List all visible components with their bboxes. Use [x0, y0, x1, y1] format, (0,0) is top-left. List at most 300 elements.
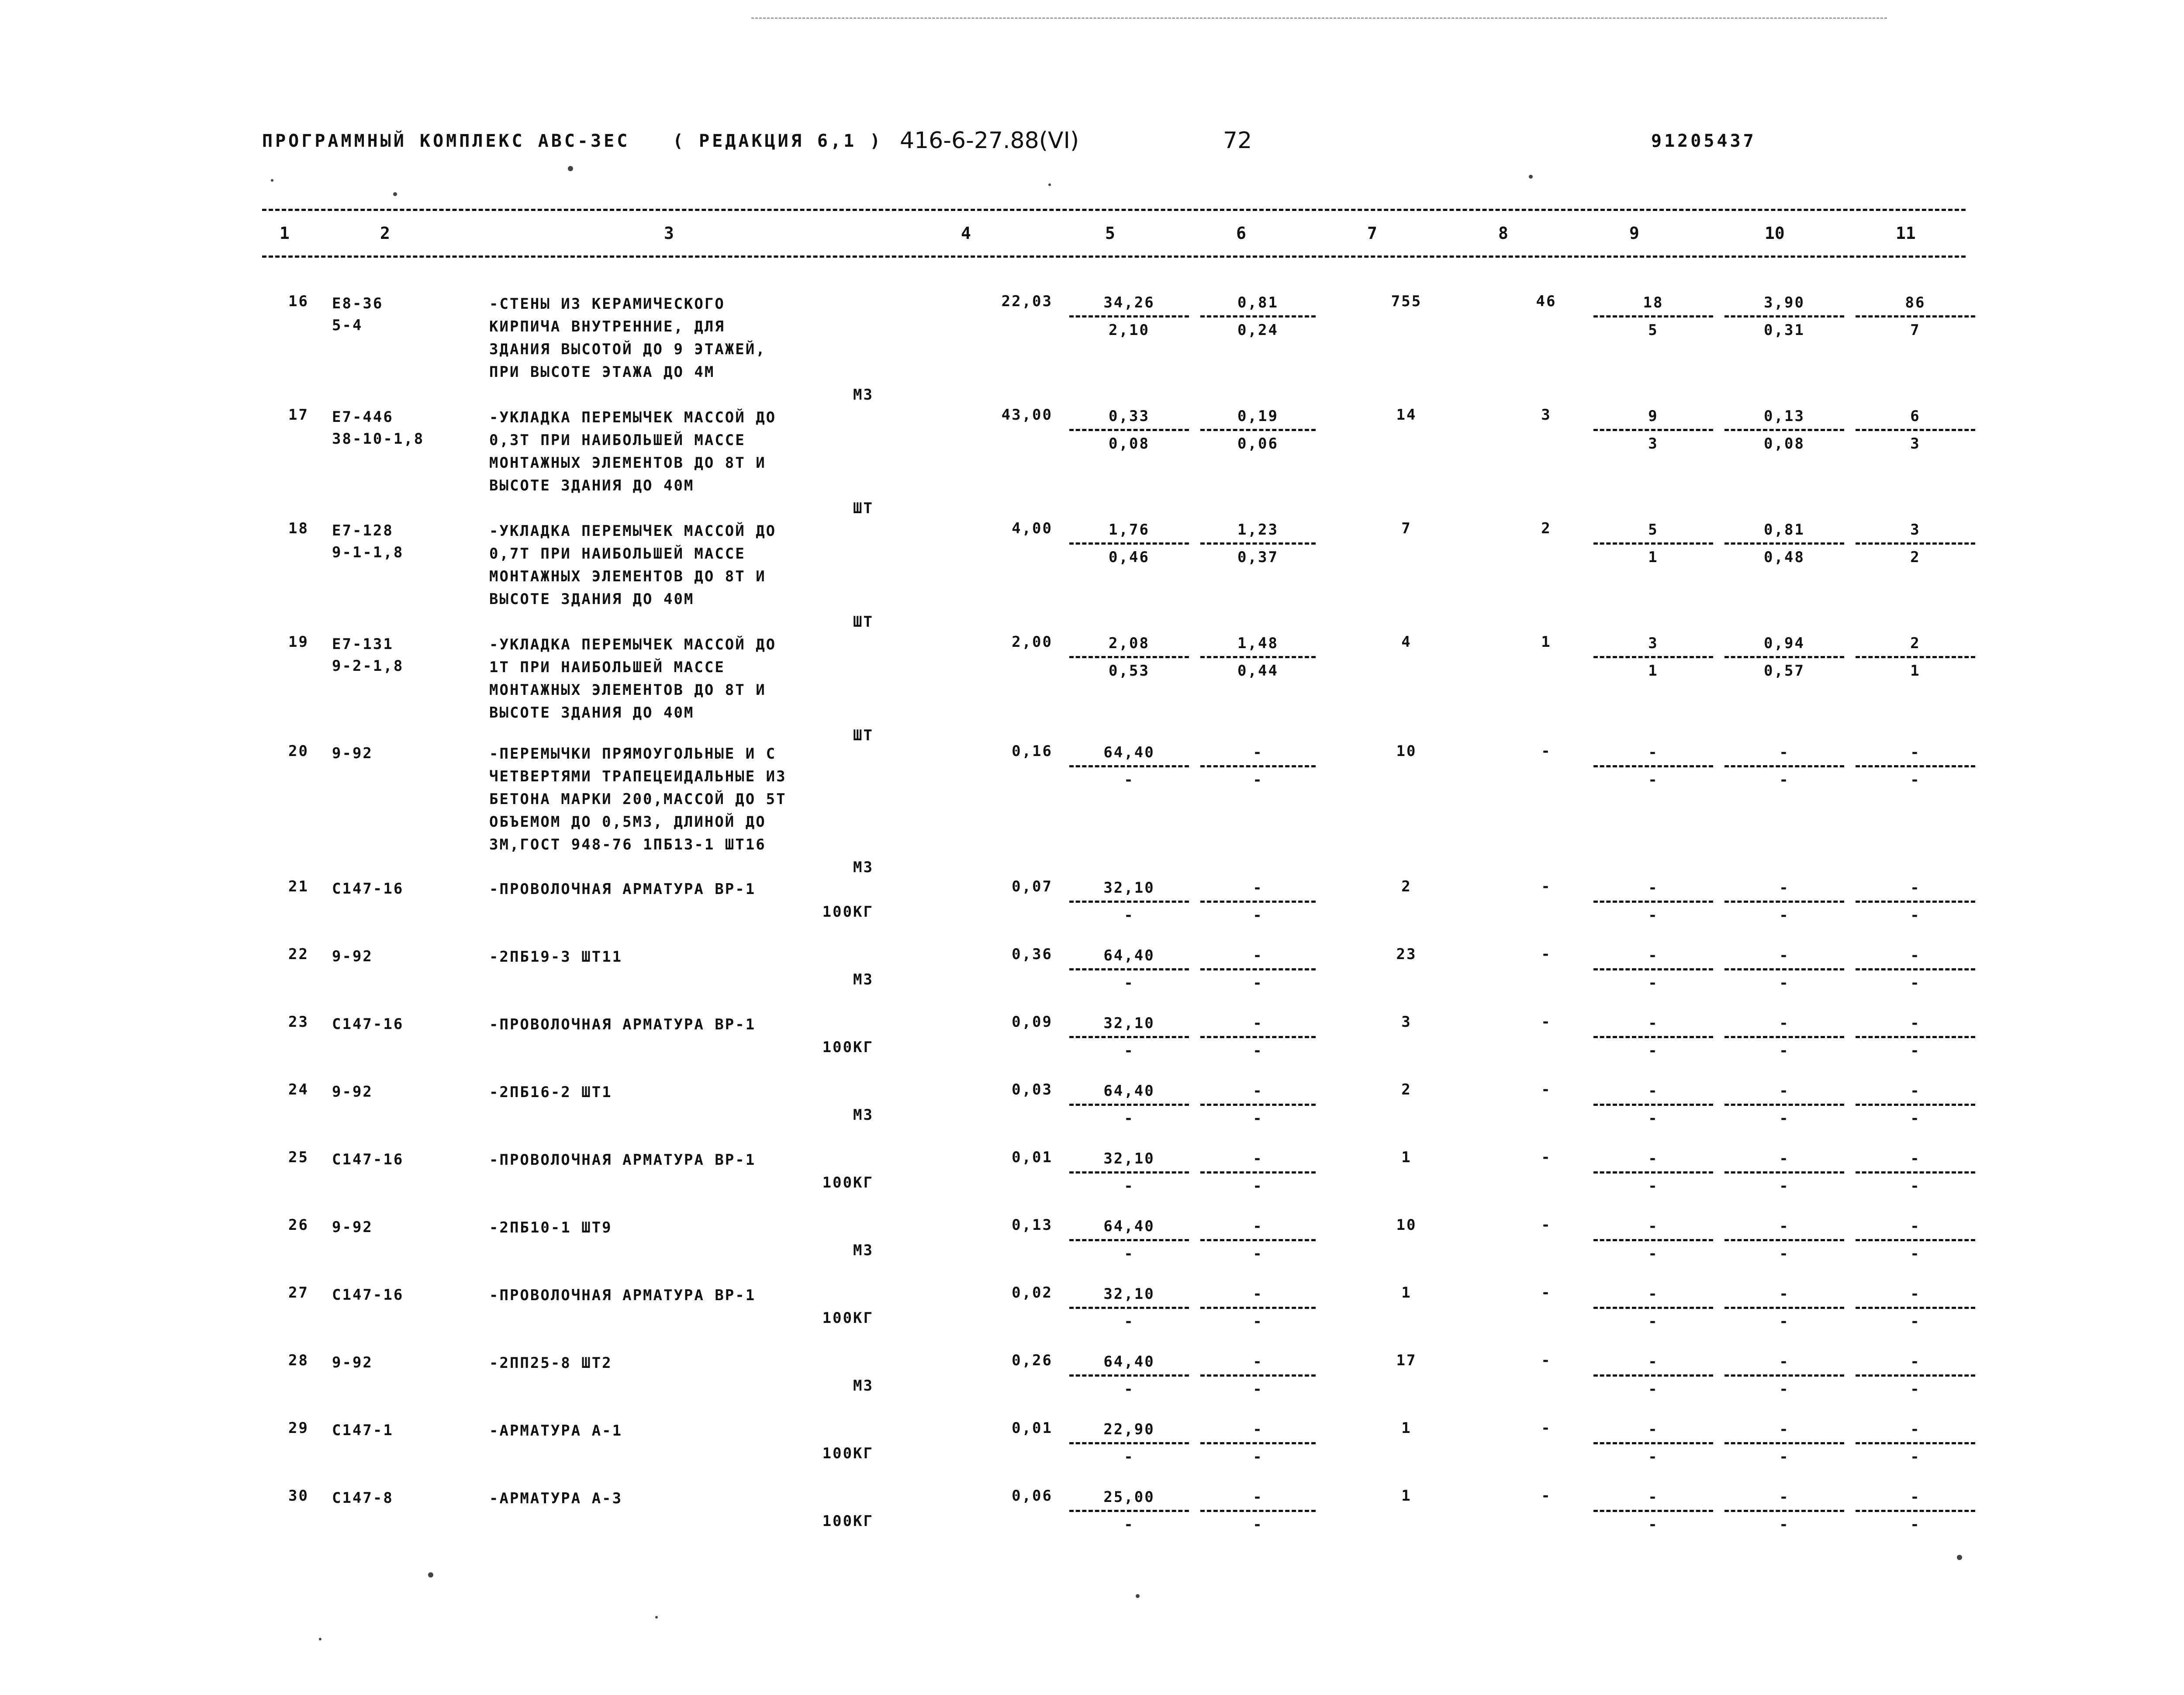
rate-code — [332, 293, 383, 336]
labor-unit-divider — [1724, 1510, 1844, 1512]
rate-code-line: 9-92 — [332, 1354, 373, 1371]
unit-cost-divider — [1069, 1104, 1189, 1106]
machine-cost-top: 1,23 — [1237, 521, 1279, 539]
labor-total-top: - — [1910, 879, 1921, 897]
labor-total — [1852, 1149, 1979, 1196]
scan-speck — [428, 1572, 433, 1578]
labor-total-top: - — [1910, 1150, 1921, 1167]
unit-of-measure: М3 — [853, 971, 874, 988]
description-line: БЕТОНА МАРКИ 200,МАССОЙ ДО 5Т — [489, 791, 787, 808]
machine-cost-bottom: - — [1253, 1245, 1263, 1263]
machine-cost-divider — [1200, 968, 1316, 970]
unit-cost-divider — [1069, 315, 1189, 318]
machine-total — [1590, 1352, 1717, 1399]
labor-total-top: 3 — [1910, 521, 1921, 539]
description-line: 0,7Т ПРИ НАИБОЛЬШЕЙ МАССЕ — [489, 545, 746, 563]
unit-cost-bottom: - — [1124, 1042, 1134, 1060]
machine-cost-bottom: - — [1253, 1381, 1263, 1398]
labor-unit-bottom: - — [1779, 1042, 1790, 1060]
labor-unit — [1721, 742, 1848, 790]
machine-total-bottom: - — [1648, 771, 1659, 789]
machine-total-bottom: 3 — [1648, 435, 1659, 452]
rate-code-line: 9-92 — [332, 1219, 373, 1236]
unit-cost-bottom: - — [1124, 1245, 1134, 1263]
machine-total-top: - — [1648, 1421, 1659, 1438]
description-line: МОНТАЖНЫХ ЭЛЕМЕНТОВ ДО 8Т И — [489, 681, 766, 699]
machine-cost-bottom: - — [1253, 907, 1263, 924]
rate-code-line: Е7-131 — [332, 635, 394, 653]
row-number: 29 — [288, 1419, 309, 1437]
machine-total-bottom: 1 — [1648, 662, 1659, 680]
unit-cost-bottom: - — [1124, 907, 1134, 924]
row-number: 27 — [288, 1284, 309, 1301]
description-line: ЗДАНИЯ ВЫСОТОЙ ДО 9 ЭТАЖЕЙ, — [489, 341, 766, 358]
labor-unit-bottom: - — [1779, 1110, 1790, 1127]
labor-total-divider — [1856, 1104, 1975, 1106]
unit-cost-top: 22,90 — [1103, 1421, 1155, 1438]
labor-total — [1852, 946, 1979, 993]
unit-cost-bottom: - — [1124, 771, 1134, 789]
unit-cost-top: 2,08 — [1109, 635, 1150, 652]
labor-unit-divider — [1724, 1374, 1844, 1377]
total-cost: 10 — [1396, 742, 1417, 760]
machine-cost — [1197, 1081, 1319, 1129]
description-line: -АРМАТУРА А-3 — [489, 1490, 623, 1507]
machine-cost-bottom: 0,06 — [1237, 435, 1279, 452]
machine-cost-top: - — [1253, 1082, 1263, 1100]
total-cost: 4 — [1401, 633, 1412, 651]
machine-total — [1590, 1081, 1717, 1129]
row-number: 16 — [288, 293, 309, 310]
quantity: 0,02 — [1012, 1284, 1053, 1301]
row-number: 19 — [288, 633, 309, 651]
column-number-8: 8 — [1498, 224, 1508, 243]
work-description — [489, 633, 874, 747]
unit-cost-divider — [1069, 1442, 1189, 1444]
unit-cost-bottom: - — [1124, 1516, 1134, 1533]
labor-total — [1852, 1081, 1979, 1129]
scan-speck — [655, 1616, 658, 1619]
unit-cost-divider — [1069, 1036, 1189, 1038]
description-line: -СТЕНЫ ИЗ КЕРАМИЧЕСКОГО — [489, 295, 725, 313]
machine-cost-divider — [1200, 542, 1316, 545]
machine-cost — [1197, 1284, 1319, 1332]
machine-cost-bottom: 0,24 — [1237, 321, 1279, 339]
work-description — [489, 1081, 874, 1126]
total-cost: 755 — [1391, 293, 1422, 310]
machine-cost-bottom: - — [1253, 771, 1263, 789]
unit-cost — [1066, 406, 1192, 454]
machine-total-top: - — [1648, 1488, 1659, 1506]
machine-total-top: - — [1648, 879, 1659, 897]
unit-cost-top: 64,40 — [1103, 947, 1155, 964]
machine-cost-bottom: - — [1253, 974, 1263, 992]
machine-cost — [1197, 633, 1319, 681]
labor-total — [1852, 1352, 1979, 1399]
scan-speck — [1957, 1555, 1962, 1560]
rate-code-line: 38-10-1,8 — [332, 430, 425, 448]
work-description — [489, 878, 874, 923]
description-line: -УКЛАДКА ПЕРЕМЫЧЕК МАССОЙ ДО — [489, 636, 777, 653]
labor-unit-divider — [1724, 1036, 1844, 1038]
total-cost: 1 — [1401, 1487, 1412, 1505]
quantity: 0,01 — [1012, 1149, 1053, 1166]
unit-of-measure: 100КГ — [822, 1174, 874, 1191]
wage-total: - — [1541, 1487, 1552, 1505]
labor-total — [1852, 406, 1979, 454]
machine-cost — [1197, 946, 1319, 993]
unit-cost-divider — [1069, 765, 1189, 767]
machine-total-bottom: - — [1648, 1177, 1659, 1195]
labor-unit-divider — [1724, 1104, 1844, 1106]
labor-total-divider — [1856, 1036, 1975, 1038]
rate-code — [332, 1216, 373, 1238]
machine-cost-top: - — [1253, 1150, 1263, 1167]
labor-total-divider — [1856, 968, 1975, 970]
unit-cost-divider — [1069, 656, 1189, 658]
machine-total — [1590, 1487, 1717, 1535]
labor-total-bottom: - — [1910, 1042, 1921, 1060]
machine-total-divider — [1593, 901, 1713, 903]
description-line: 3М,ГОСТ 948-76 1ПБ13-1 ШТ16 — [489, 836, 766, 853]
unit-cost-bottom: 0,08 — [1109, 435, 1150, 452]
column-number-2: 2 — [380, 224, 390, 243]
document-code: 91205437 — [1651, 131, 1756, 151]
wage-total: - — [1541, 1216, 1552, 1234]
quantity: 43,00 — [1001, 406, 1053, 424]
machine-cost-top: - — [1253, 947, 1263, 964]
labor-unit-top: - — [1779, 879, 1790, 897]
machine-cost-top: - — [1253, 744, 1263, 761]
total-cost: 14 — [1396, 406, 1417, 424]
total-cost: 1 — [1401, 1284, 1412, 1301]
machine-total-top: 18 — [1643, 294, 1664, 311]
unit-cost-bottom: - — [1124, 1177, 1134, 1195]
scan-speck — [319, 1638, 321, 1640]
unit-cost — [1066, 1081, 1192, 1129]
unit-cost-divider — [1069, 1239, 1189, 1241]
labor-unit-divider — [1724, 542, 1844, 545]
description-line: -ПРОВОЛОЧНАЯ АРМАТУРА ВР-1 — [489, 1016, 756, 1033]
machine-cost-divider — [1200, 1442, 1316, 1444]
rate-code — [332, 520, 404, 563]
unit-of-measure: М3 — [853, 386, 874, 404]
unit-of-measure: 100КГ — [822, 1445, 874, 1462]
wage-total: - — [1541, 1081, 1552, 1098]
machine-cost — [1197, 742, 1319, 790]
labor-unit-bottom: 0,08 — [1764, 435, 1805, 452]
machine-total-divider — [1593, 1307, 1713, 1309]
labor-unit — [1721, 520, 1848, 567]
unit-cost-top: 64,40 — [1103, 1082, 1155, 1100]
labor-unit — [1721, 1419, 1848, 1467]
unit-of-measure: 100КГ — [822, 903, 874, 921]
labor-unit-top: - — [1779, 1421, 1790, 1438]
rate-code — [332, 1487, 394, 1509]
labor-unit-top: 0,81 — [1764, 521, 1805, 539]
labor-total-top: - — [1910, 744, 1921, 761]
machine-cost — [1197, 1149, 1319, 1196]
unit-of-measure: ШТ — [853, 727, 874, 744]
machine-cost-divider — [1200, 1510, 1316, 1512]
scan-speck — [271, 179, 273, 182]
rate-code — [332, 878, 404, 900]
labor-unit-bottom: 0,31 — [1764, 321, 1805, 339]
work-description — [489, 1419, 874, 1465]
unit-cost — [1066, 946, 1192, 993]
description-line: -ПЕРЕМЫЧКИ ПРЯМОУГОЛЬНЫЕ И С — [489, 745, 777, 763]
rate-code-line: Е7-446 — [332, 408, 394, 426]
machine-cost — [1197, 1013, 1319, 1061]
total-cost: 3 — [1401, 1013, 1412, 1031]
description-line: ВЫСОТЕ ЗДАНИЯ ДО 40М — [489, 590, 695, 608]
unit-of-measure: 100КГ — [822, 1309, 874, 1327]
rate-code — [332, 1013, 404, 1035]
unit-cost-divider — [1069, 429, 1189, 431]
scan-speck — [568, 166, 573, 171]
machine-cost-divider — [1200, 1374, 1316, 1377]
unit-cost — [1066, 878, 1192, 925]
labor-total-bottom: 2 — [1910, 549, 1921, 566]
labor-total-bottom: - — [1910, 1448, 1921, 1466]
work-description — [489, 520, 874, 633]
machine-total-bottom: - — [1648, 1042, 1659, 1060]
description-line: МОНТАЖНЫХ ЭЛЕМЕНТОВ ДО 8Т И — [489, 454, 766, 472]
labor-total-bottom: - — [1910, 1313, 1921, 1330]
unit-cost-top: 64,40 — [1103, 744, 1155, 761]
labor-total-bottom: - — [1910, 974, 1921, 992]
machine-cost — [1197, 1216, 1319, 1264]
unit-of-measure: ШТ — [853, 613, 874, 631]
labor-unit-divider — [1724, 1442, 1844, 1444]
quantity: 0,26 — [1012, 1352, 1053, 1369]
description-line: -2ПБ19-3 ШТ11 — [489, 948, 623, 966]
row-number: 17 — [288, 406, 309, 424]
labor-unit-top: - — [1779, 947, 1790, 964]
description-line: ВЫСОТЕ ЗДАНИЯ ДО 40М — [489, 477, 695, 494]
machine-total — [1590, 1013, 1717, 1061]
labor-total — [1852, 1013, 1979, 1061]
description-line: 0,3Т ПРИ НАИБОЛЬШЕЙ МАССЕ — [489, 432, 746, 449]
labor-total — [1852, 1284, 1979, 1332]
machine-total — [1590, 293, 1717, 340]
work-description — [489, 742, 874, 879]
labor-unit-top: - — [1779, 1353, 1790, 1370]
machine-total-top: - — [1648, 1353, 1659, 1370]
unit-cost-divider — [1069, 1510, 1189, 1512]
machine-cost-divider — [1200, 429, 1316, 431]
labor-unit-bottom: - — [1779, 771, 1790, 789]
labor-unit-bottom: - — [1779, 1448, 1790, 1466]
machine-total-divider — [1593, 1510, 1713, 1512]
scan-speck — [1136, 1594, 1140, 1598]
page-number: 72 — [1223, 128, 1252, 154]
column-number-9: 9 — [1629, 224, 1639, 243]
labor-total-divider — [1856, 765, 1975, 767]
wage-total: 3 — [1541, 406, 1552, 424]
labor-unit-top: 0,94 — [1764, 635, 1805, 652]
total-cost: 17 — [1396, 1352, 1417, 1369]
machine-total — [1590, 1216, 1717, 1264]
machine-total — [1590, 1284, 1717, 1332]
unit-cost-top: 25,00 — [1103, 1488, 1155, 1506]
labor-unit-bottom: - — [1779, 1381, 1790, 1398]
machine-total-divider — [1593, 765, 1713, 767]
wage-total: 2 — [1541, 520, 1552, 537]
labor-total-top: 86 — [1905, 294, 1926, 311]
machine-total-divider — [1593, 315, 1713, 318]
machine-total-divider — [1593, 542, 1713, 545]
unit-of-measure: 100КГ — [822, 1039, 874, 1056]
unit-cost — [1066, 520, 1192, 567]
wage-total: 46 — [1536, 293, 1557, 310]
labor-total-top: - — [1910, 1285, 1921, 1303]
labor-total-divider — [1856, 1171, 1975, 1174]
description-line: КИРПИЧА ВНУТРЕННИЕ, ДЛЯ — [489, 318, 725, 335]
labor-total-divider — [1856, 1239, 1975, 1241]
column-number-row — [0, 224, 2184, 250]
machine-total — [1590, 633, 1717, 681]
machine-total-divider — [1593, 968, 1713, 970]
unit-cost — [1066, 1352, 1192, 1399]
column-number-11: 11 — [1896, 224, 1916, 243]
labor-total-bottom: 1 — [1910, 662, 1921, 680]
quantity: 0,03 — [1012, 1081, 1053, 1098]
wage-total: - — [1541, 946, 1552, 963]
labor-unit-top: 0,13 — [1764, 407, 1805, 425]
description-line: -УКЛАДКА ПЕРЕМЫЧЕК МАССОЙ ДО — [489, 409, 777, 426]
rate-code-line: С147-16 — [332, 1151, 404, 1168]
labor-unit-bottom: 0,48 — [1764, 549, 1805, 566]
labor-unit — [1721, 878, 1848, 925]
row-number: 26 — [288, 1216, 309, 1234]
machine-total-bottom: - — [1648, 974, 1659, 992]
unit-of-measure: ШТ — [853, 500, 874, 517]
rate-code — [332, 633, 404, 677]
rate-code-line: С147-16 — [332, 1015, 404, 1033]
total-cost: 1 — [1401, 1419, 1412, 1437]
unit-cost-bottom: - — [1124, 1313, 1134, 1330]
machine-cost-top: 0,19 — [1237, 407, 1279, 425]
machine-cost-bottom: - — [1253, 1448, 1263, 1466]
rate-code — [332, 1352, 373, 1374]
wage-total: - — [1541, 1013, 1552, 1031]
machine-cost-divider — [1200, 1036, 1316, 1038]
machine-cost-bottom: - — [1253, 1042, 1263, 1060]
total-cost: 1 — [1401, 1149, 1412, 1166]
machine-total-top: - — [1648, 1150, 1659, 1167]
machine-total-bottom: - — [1648, 1516, 1659, 1533]
machine-total-top: 9 — [1648, 407, 1659, 425]
labor-unit-divider — [1724, 968, 1844, 970]
description-line: -2ПБ10-1 ШТ9 — [489, 1219, 612, 1236]
quantity: 0,36 — [1012, 946, 1053, 963]
work-description — [489, 946, 874, 991]
column-number-10: 10 — [1765, 224, 1785, 243]
total-cost: 7 — [1401, 520, 1412, 537]
machine-total-top: - — [1648, 1082, 1659, 1100]
labor-unit-top: 3,90 — [1764, 294, 1805, 311]
scan-speck — [1529, 175, 1533, 179]
rate-code-line: 9-2-1,8 — [332, 657, 404, 675]
wage-total: - — [1541, 1419, 1552, 1437]
description-line: -ПРОВОЛОЧНАЯ АРМАТУРА ВР-1 — [489, 1151, 756, 1169]
labor-unit-divider — [1724, 315, 1844, 318]
machine-total-divider — [1593, 1036, 1713, 1038]
rate-code-line: 9-1-1,8 — [332, 544, 404, 561]
machine-cost — [1197, 878, 1319, 925]
machine-total — [1590, 742, 1717, 790]
machine-cost-divider — [1200, 765, 1316, 767]
labor-total-bottom: 3 — [1910, 435, 1921, 452]
labor-unit — [1721, 946, 1848, 993]
machine-total-bottom: - — [1648, 1245, 1659, 1263]
quantity: 0,07 — [1012, 878, 1053, 895]
labor-total-top: - — [1910, 1218, 1921, 1235]
labor-unit — [1721, 293, 1848, 340]
rate-code-line: 9-92 — [332, 948, 373, 965]
labor-unit-top: - — [1779, 1488, 1790, 1506]
labor-total-top: - — [1910, 1082, 1921, 1100]
work-description — [489, 1284, 874, 1329]
quantity: 22,03 — [1001, 293, 1053, 310]
labor-unit — [1721, 1149, 1848, 1196]
unit-cost-divider — [1069, 968, 1189, 970]
handwritten-project-number: 416-6-27.88(VI) — [900, 128, 1079, 154]
work-description — [489, 1487, 874, 1533]
machine-cost-bottom: 0,44 — [1237, 662, 1279, 680]
machine-total — [1590, 406, 1717, 454]
description-line: -УКЛАДКА ПЕРЕМЫЧЕК МАССОЙ ДО — [489, 522, 777, 540]
work-description — [489, 1149, 874, 1194]
unit-cost — [1066, 1013, 1192, 1061]
machine-total-divider — [1593, 1374, 1713, 1377]
column-number-3: 3 — [664, 224, 674, 243]
column-number-1: 1 — [280, 224, 290, 243]
labor-total-bottom: - — [1910, 1516, 1921, 1533]
rate-code-line: 9-92 — [332, 745, 373, 762]
quantity: 0,13 — [1012, 1216, 1053, 1234]
rate-code-line: Е8-36 — [332, 295, 384, 312]
machine-total — [1590, 1149, 1717, 1196]
scan-speck — [393, 192, 397, 196]
quantity: 0,06 — [1012, 1487, 1053, 1505]
unit-cost-top: 32,10 — [1103, 879, 1155, 897]
labor-total-divider — [1856, 656, 1975, 658]
rate-code-line: 5-4 — [332, 317, 363, 334]
machine-cost-divider — [1200, 1104, 1316, 1106]
labor-total — [1852, 1487, 1979, 1535]
machine-total-bottom: - — [1648, 1313, 1659, 1330]
machine-cost-top: - — [1253, 1285, 1263, 1303]
labor-unit — [1721, 1284, 1848, 1332]
scan-speck — [1048, 183, 1051, 186]
description-line: -АРМАТУРА А-1 — [489, 1422, 623, 1440]
machine-total-top: - — [1648, 947, 1659, 964]
labor-total-top: - — [1910, 1353, 1921, 1370]
machine-total-divider — [1593, 1442, 1713, 1444]
column-number-7: 7 — [1367, 224, 1377, 243]
machine-cost-divider — [1200, 901, 1316, 903]
labor-total-divider — [1856, 429, 1975, 431]
labor-total-top: - — [1910, 1421, 1921, 1438]
machine-total — [1590, 878, 1717, 925]
unit-cost-bottom: - — [1124, 1381, 1134, 1398]
machine-cost — [1197, 1487, 1319, 1535]
machine-cost-divider — [1200, 1307, 1316, 1309]
unit-cost-top: 1,76 — [1109, 521, 1150, 539]
machine-cost-divider — [1200, 1171, 1316, 1174]
